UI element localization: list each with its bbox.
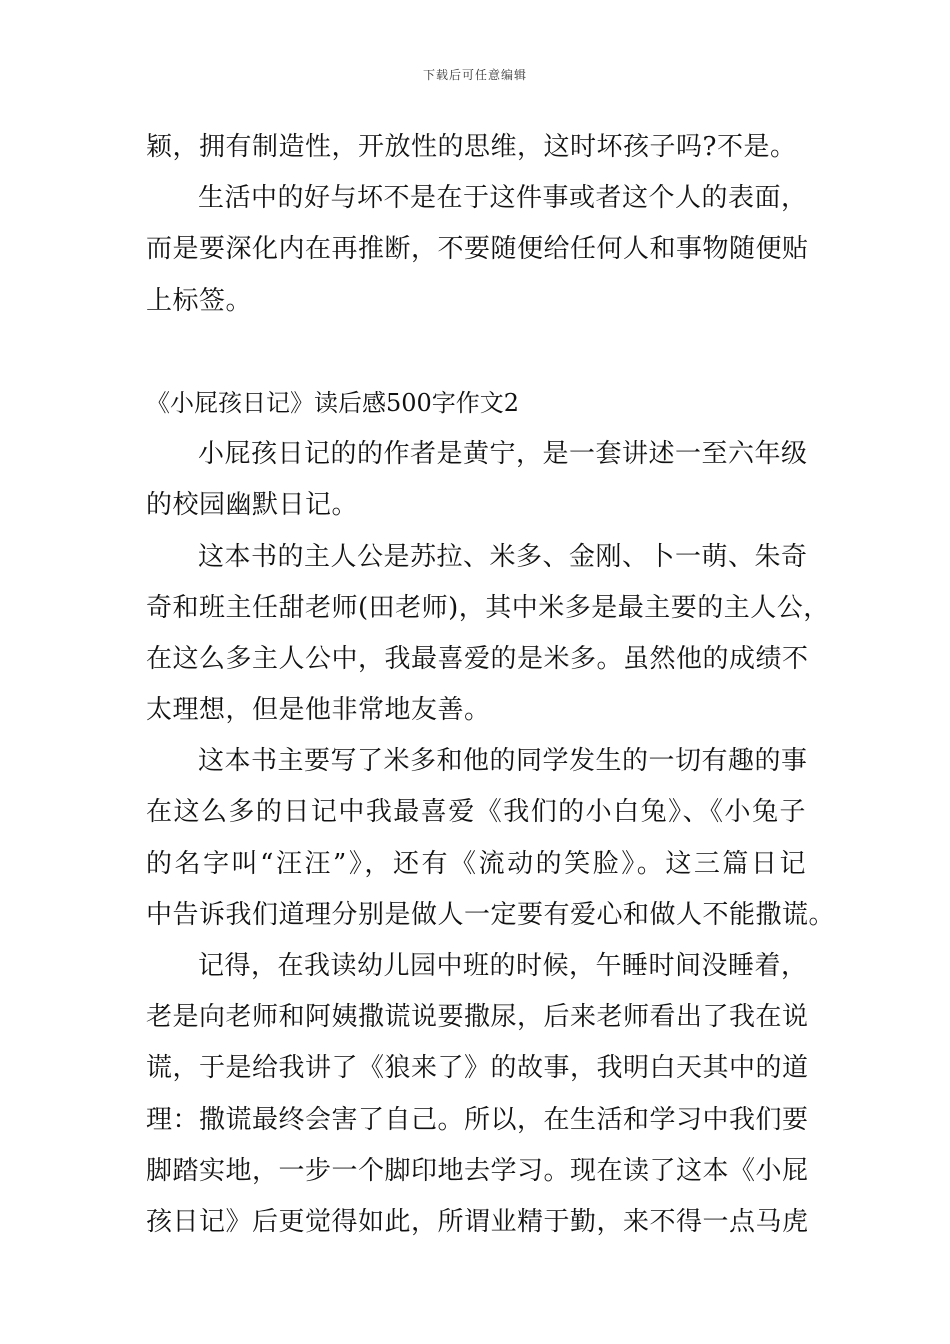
text-line: 上标签。: [146, 285, 253, 316]
document-body: [146, 122, 836, 1248]
text-line: 在这么多主人公中，我最喜爱的是米多。虽然他的成绩不: [146, 643, 809, 674]
text-line: 而是要深化内在再推断，不要随便给任何人和事物随便贴: [146, 234, 809, 265]
text-line: 这本书主要写了米多和他的同学发生的一切有趣的事: [198, 746, 808, 777]
text-line: 小屁孩日记的的作者是黄宁，是一套讲述一至六年级: [198, 439, 808, 470]
text-line: 记得，在我读幼儿园中班的时候，午睡时间没睡着，: [198, 951, 808, 981]
text-line: 奇和班主任甜老师(田老师)，其中米多是最主要的主人公，: [146, 592, 830, 623]
text-line: 孩日记》后更觉得如此，所谓业精于勤，来不得一点马虎: [146, 1206, 809, 1237]
spacer: [146, 327, 806, 378]
text-line: 生活中的好与坏不是在于这件事或者这个人的表面，: [198, 183, 808, 214]
text-line: 的校园幽默日记。: [146, 490, 359, 521]
text-line: 这本书的主人公是苏拉、米多、金刚、卜一萌、朱奇: [198, 541, 808, 572]
text-line: 的名字叫“汪汪”》，还有《流动的笑脸》。这三篇日记: [146, 848, 806, 879]
section-heading: 《小屁孩日记》读后感500字作文2: [146, 388, 520, 417]
text-line: 中告诉我们道理分别是做人一定要有爱心和做人不能撒谎。: [146, 899, 836, 930]
page-header: 下载后可任意编辑: [422, 68, 527, 82]
text-line: 太理想，但是他非常地友善。: [146, 695, 491, 726]
text-line: 老是向老师和阿姨撒谎说要撒尿，后来老师看出了我在说: [146, 1002, 809, 1033]
text-line: 理：撒谎最终会害了自己。所以，在生活和学习中我们要: [146, 1104, 809, 1135]
text-line: 在这么多的日记中我最喜爱《我们的小白兔》、《小兔子: [146, 797, 806, 828]
text-line: 谎，于是给我讲了《狼来了》的故事，我明白天其中的道: [146, 1053, 809, 1084]
text-line: 脚踏实地，一步一个脚印地去学习。现在读了这本《小屁: [146, 1155, 809, 1186]
text-line: 颖，拥有制造性，开放性的思维，这时坏孩子吗?不是。: [146, 132, 797, 162]
